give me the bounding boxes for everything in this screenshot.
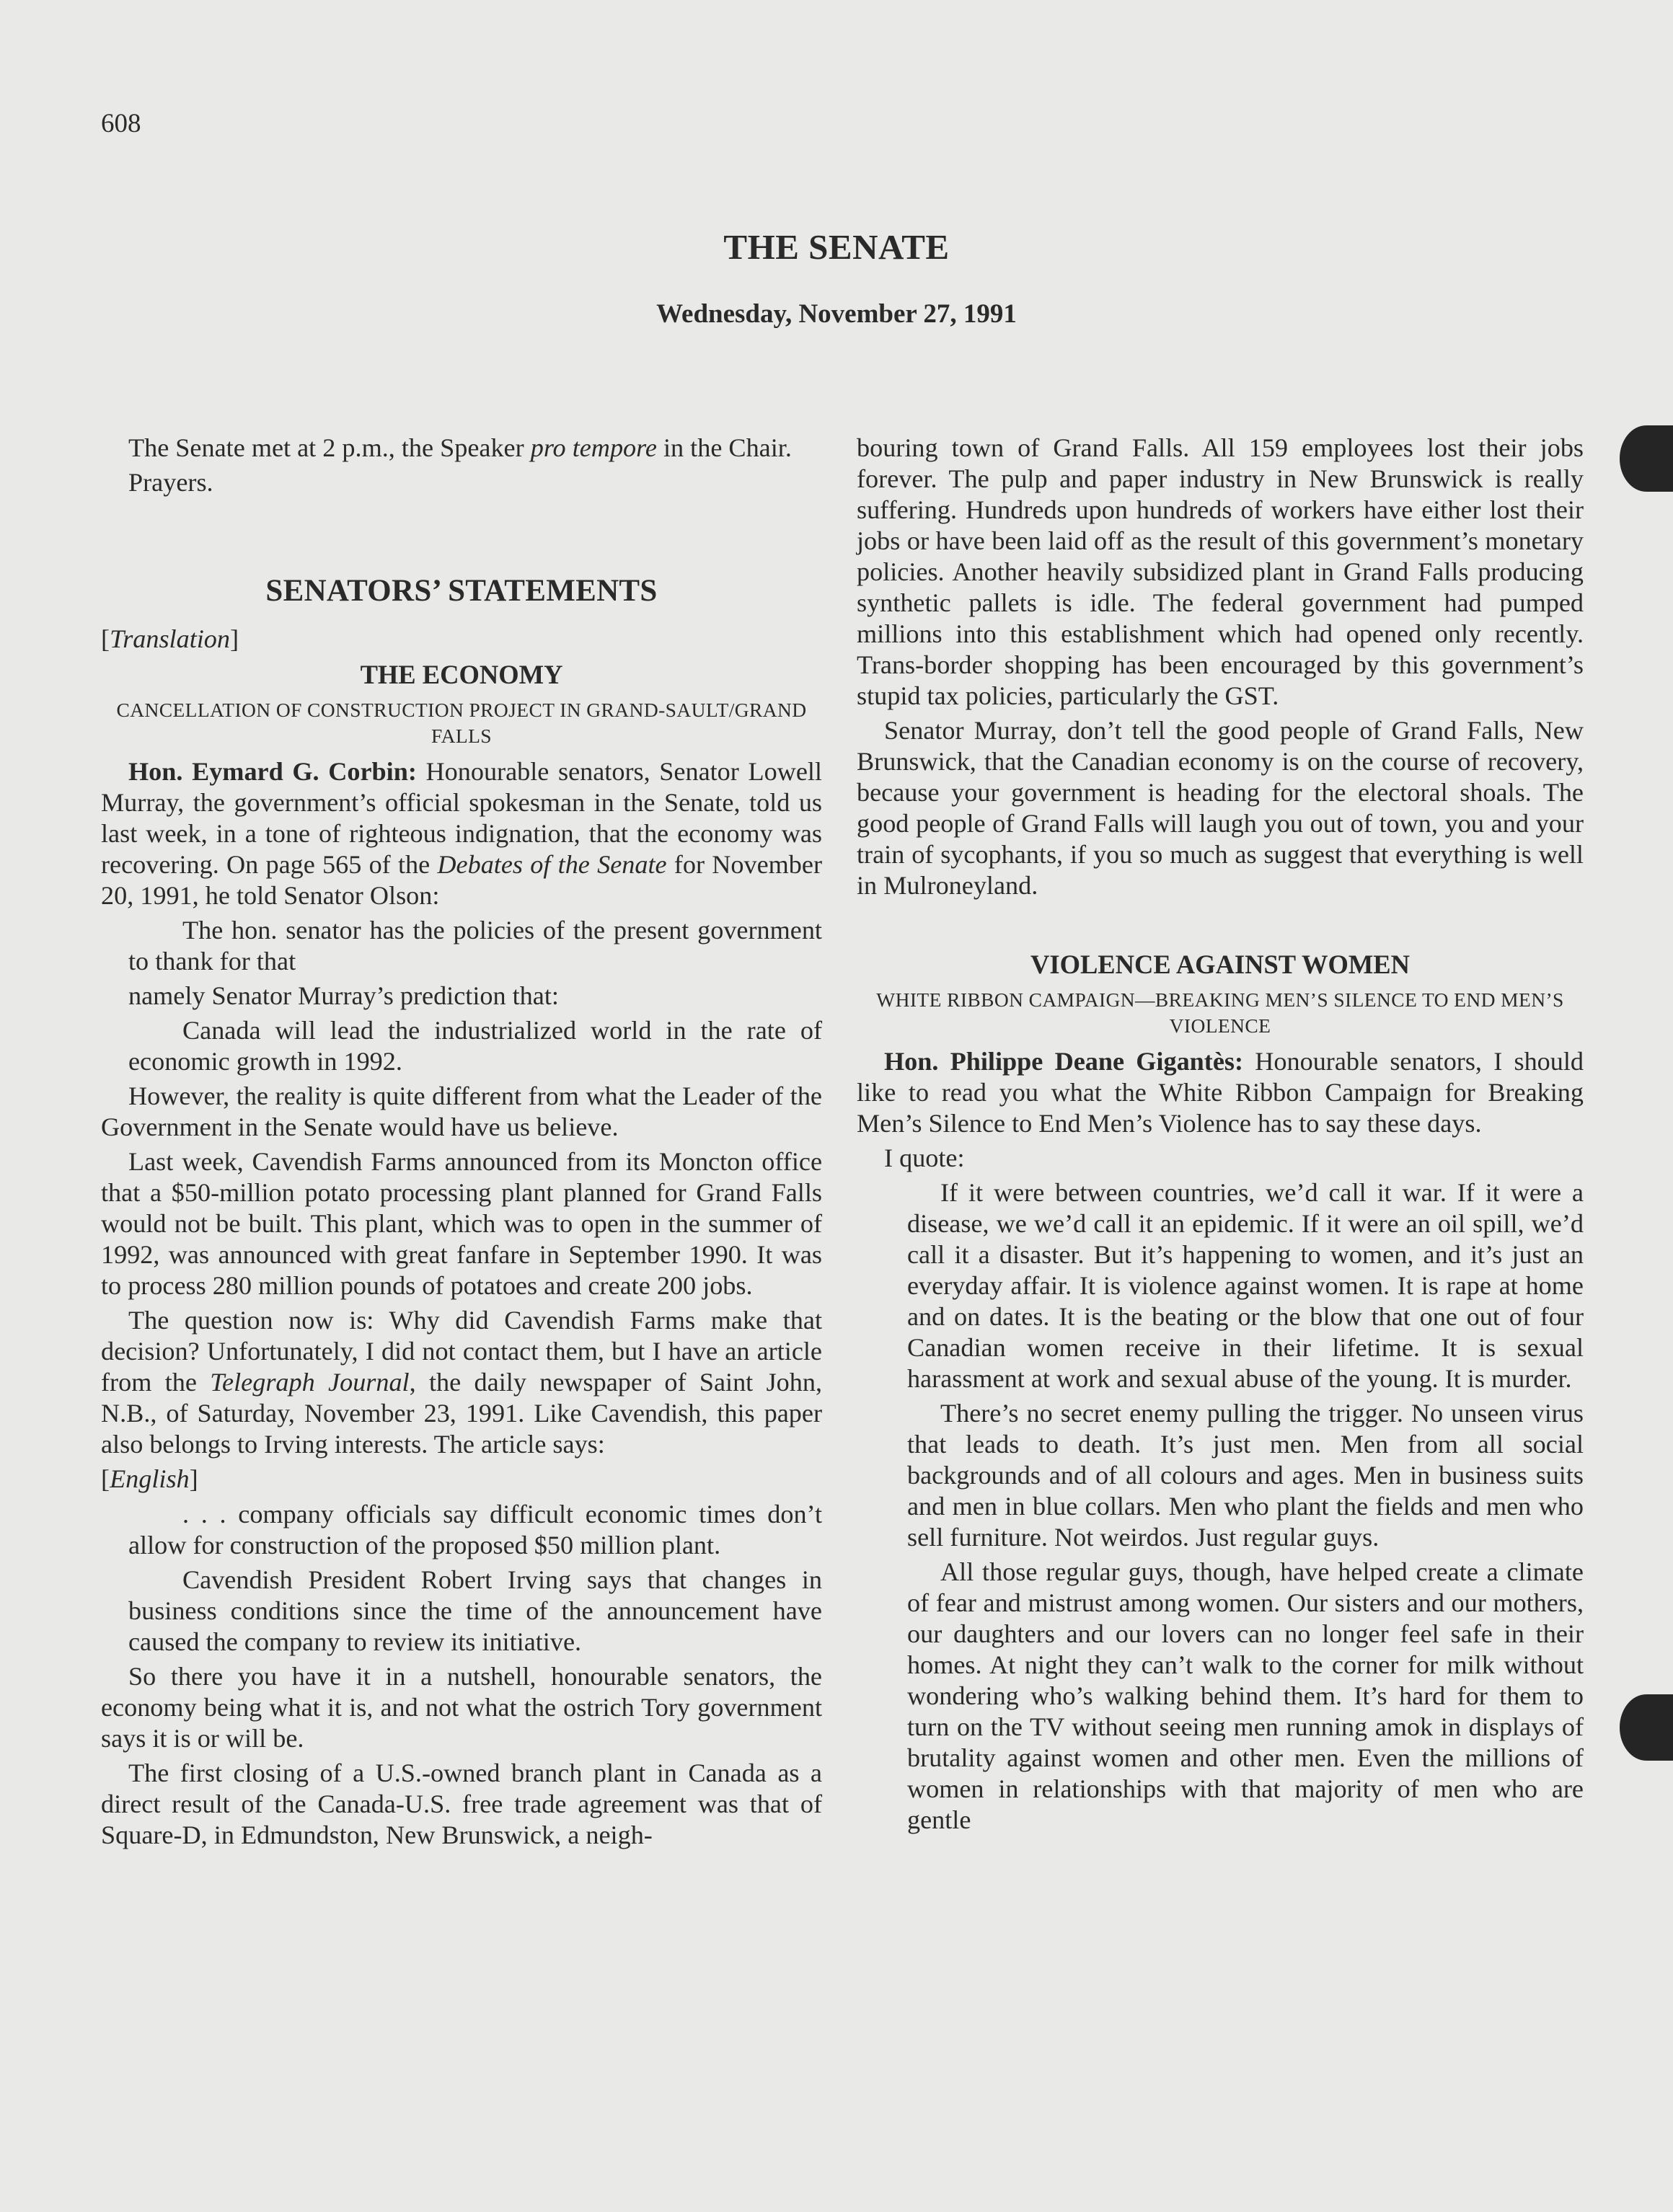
block-quote: The hon. senator has the policies of the present government to thank for that bbox=[128, 916, 822, 976]
text-run-italic: English bbox=[110, 1464, 190, 1493]
block-quote: Canada will lead the industrialized world in the rate of economic growth in 1992. bbox=[128, 1016, 822, 1076]
sitting-date: Wednesday, November 27, 1991 bbox=[656, 299, 1017, 329]
paragraph: Last week, Cavendish Farms announced from its Moncton office that a $50-million potato processing plant planned for Grand Falls would not be built. This plant, which was to open in the summer of 1992, was announced with great fanfare in September 1990. It was to process 280 million pounds of potatoes and create 200 jobs. bbox=[101, 1147, 822, 1300]
topic-heading: THE ECONOMY bbox=[360, 660, 563, 689]
page-title: THE SENATE bbox=[723, 227, 950, 267]
binder-hole bbox=[1620, 425, 1673, 492]
right-column bbox=[857, 433, 1584, 1839]
text-run: for November 20, 1991, he told Senator Olson: bbox=[101, 850, 822, 910]
text-run: The question now is: Why did Cavendish Farms make that decision? Unfortunately, I did not contact them, but I have an article from the bbox=[101, 1306, 822, 1397]
text-run-italic: Telegraph Journal bbox=[210, 1368, 410, 1397]
text-run-italic: pro tempore bbox=[530, 433, 657, 462]
subheading: WHITE RIBBON CAMPAIGN—BREAKING MEN’S SILENCE TO END MEN’S VIOLENCE bbox=[876, 988, 1564, 1037]
left-column bbox=[101, 433, 822, 1854]
text-run: Honourable senators, I should like to read you what the White Ribbon Campaign for Breaking Men’s Silence to End Men’s Violence has to say these days. bbox=[857, 1047, 1584, 1138]
block-quote: Cavendish President Robert Irving says that changes in business conditions since the time of the announcement have caused the company to review its initiative. bbox=[128, 1565, 822, 1656]
paragraph bbox=[101, 1305, 822, 1460]
section-heading: SENATORS’ STATEMENTS bbox=[265, 574, 658, 608]
block-quote: All those regular guys, though, have helped create a climate of fear and mistrust among women. Our sisters and our mothers, our daughters and our lovers can no longer feel safe in their homes. At night they can’t walk to the corner for milk without wondering who’s walking behind them. It’s hard for them to turn on the TV without seeing men running amok in displays of brutality against women and other men. Even the millions of women in relationships with that majority of men who are gentle bbox=[907, 1557, 1584, 1834]
paragraph bbox=[101, 756, 822, 911]
text-run: The Senate met at 2 p.m., the Speaker bbox=[128, 433, 531, 462]
topic-heading: VIOLENCE AGAINST WOMEN bbox=[1030, 950, 1410, 979]
block-quote: . . . company officials say difficult economic times don’t allow for construction of the proposed $50 million plant. bbox=[128, 1500, 822, 1560]
subheading: CANCELLATION OF CONSTRUCTION PROJECT IN GRAND-SAULT/GRAND FALLS bbox=[116, 699, 807, 747]
paragraph: bouring town of Grand Falls. All 159 employees lost their jobs forever. The pulp and paper industry in New Brunswick is really suffering. Hundreds upon hundreds of workers have either lost their jobs or have been laid off as the result of this government’s monetary policies. Another heavily subsidized plant in Grand Falls producing synthetic pallets is idle. The federal government had pumped millions into this establishment which had opened only recently. Trans-border shopping has been encouraged by this government’s stupid tax policies, particularly the GST. bbox=[857, 433, 1584, 710]
translation-label: [Translation] bbox=[101, 624, 239, 653]
paragraph: I quote: bbox=[884, 1143, 965, 1172]
opening-paragraph bbox=[101, 433, 822, 464]
text-run: Honourable senators, Senator Lowell Murray, the government’s official spokesman in the Senate, told us last week, in a tone of righteous indignation, that the economy was recovering. On page 565 of the bbox=[101, 757, 822, 879]
english-label: [English] bbox=[101, 1464, 198, 1493]
block-quote: If it were between countries, we’d call it war. If it were a disease, we we’d call it an epidemic. If it were an oil spill, we’d call it a disaster. But it’s happening to women, and it’s just an everyday affair. It is violence against women. It is rape at home and on dates. It is the beating or the blow that one out of four Canadian women receive in their lifetime. It is sexual harassment at work and sexual abuse of the young. It is murder. bbox=[907, 1178, 1584, 1393]
paragraph bbox=[857, 1046, 1584, 1139]
block-quote: There’s no secret enemy pulling the trigger. No unseen virus that leads to death. It’s just men. Men from all social backgrounds and of all colours and ages. Men in business suits and men in blue collars. Men who plant the fields and men who sell furniture. Not weirdos. Just regular guys. bbox=[907, 1399, 1584, 1552]
speaker-name: Hon. Philippe Deane Gigantès: bbox=[884, 1047, 1244, 1076]
text-run: in the Chair. bbox=[656, 433, 792, 462]
paragraph: The first closing of a U.S.-owned branch plant in Canada as a direct result of the Canada-U.S. free trade agreement was that of Square-D, in Edmundston, New Brunswick, a neigh- bbox=[101, 1758, 822, 1849]
text-run-italic: Debates of the Senate bbox=[437, 850, 667, 879]
paragraph: However, the reality is quite different from what the Leader of the Government in the Senate would have us believe. bbox=[101, 1081, 822, 1141]
paragraph: Senator Murray, don’t tell the good people of Grand Falls, New Brunswick, that the Canadian economy is on the course of recovery, because your government is heading for the electoral shoals. The good people of Grand Falls will laugh you out of town, you and your train of sycophants, if you so much as suggest that everything is well in Mulroneyland. bbox=[857, 716, 1584, 900]
page-number: 608 bbox=[101, 109, 141, 138]
binder-hole bbox=[1620, 1694, 1673, 1761]
prayers: Prayers. bbox=[128, 468, 213, 497]
paragraph: namely Senator Murray’s prediction that: bbox=[128, 981, 559, 1010]
text-run-italic: Translation bbox=[110, 624, 230, 653]
paragraph: So there you have it in a nutshell, honourable senators, the economy being what it is, and not what the ostrich Tory government says it is or will be. bbox=[101, 1662, 822, 1753]
text-run: , the daily newspaper of Saint John, N.B., of Saturday, November 23, 1991. Like Cavendish, this paper also belongs to Irving interests. The article says: bbox=[101, 1368, 822, 1459]
speaker-name: Hon. Eymard G. Corbin: bbox=[128, 757, 417, 786]
